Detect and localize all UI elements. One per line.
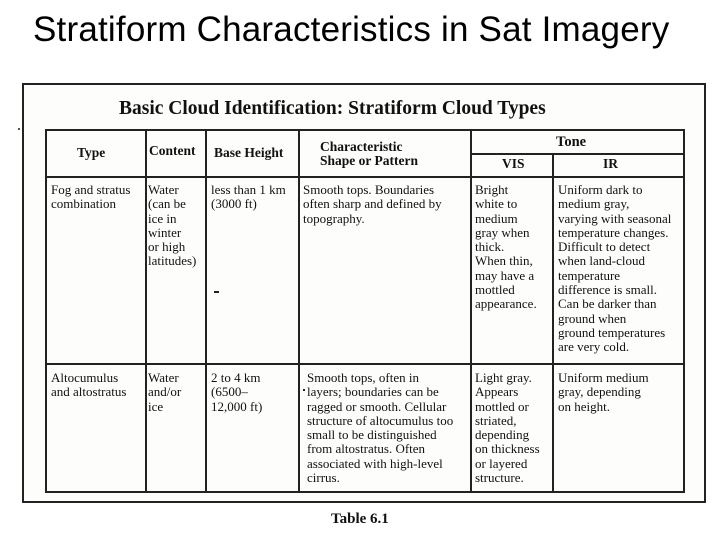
- row2-shape: Smooth tops, often in layers; boundaries can be ragged or smooth. Cellular structure of altocumulus too small to be distinguished from altostratus. Often associated with high-level cirrus.: [307, 370, 454, 486]
- row1-shape: Smooth tops. Boundaries often sharp and defined by topography.: [303, 182, 442, 226]
- row2-type: Altocumulus and altostratus: [51, 370, 127, 400]
- header-content: Content: [149, 143, 196, 158]
- header-shape-pattern: Characteristic Shape or Pattern: [320, 139, 418, 168]
- row1-content: Water (can be ice in winter or high latitudes): [148, 182, 197, 269]
- scanned-table: [22, 83, 706, 503]
- header-type: Type: [77, 145, 106, 160]
- scan-speck: [18, 128, 20, 130]
- row1-vis: Bright white to medium gray when thick. When thin, may have a mottled appearance.: [475, 182, 537, 312]
- cloud-table: [45, 129, 685, 493]
- scan-mark: [214, 291, 219, 293]
- row1-ir: Uniform dark to medium gray, varying with seasonal temperature changes. Difficult to detect when land-cloud temperature difference is small. Can be darker than ground when ground temperatures are very cold.: [558, 182, 672, 355]
- slide-title: Stratiform Characteristics in Sat Imagery: [33, 10, 670, 49]
- table-caption: Table 6.1: [331, 511, 389, 527]
- row1-type: Fog and stratus combination: [51, 182, 131, 212]
- row2-vis: Light gray. Appears mottled or striated, depending on thickness or layered structure.: [475, 370, 540, 486]
- header-base-height: Base Height: [214, 145, 284, 160]
- table-title: Basic Cloud Identification: Stratiform Cloud Types: [119, 98, 546, 119]
- row2-content: Water and/or ice: [148, 370, 182, 414]
- row2-ir: Uniform medium gray, depending on height.: [558, 370, 649, 414]
- header-tone: Tone: [556, 134, 587, 150]
- row1-base-height: less than 1 km (3000 ft): [211, 182, 286, 212]
- header-vis: VIS: [502, 156, 525, 171]
- scan-mark: [303, 389, 305, 391]
- row2-base-height: 2 to 4 km (6500– 12,000 ft): [211, 370, 263, 414]
- header-ir: IR: [603, 156, 619, 171]
